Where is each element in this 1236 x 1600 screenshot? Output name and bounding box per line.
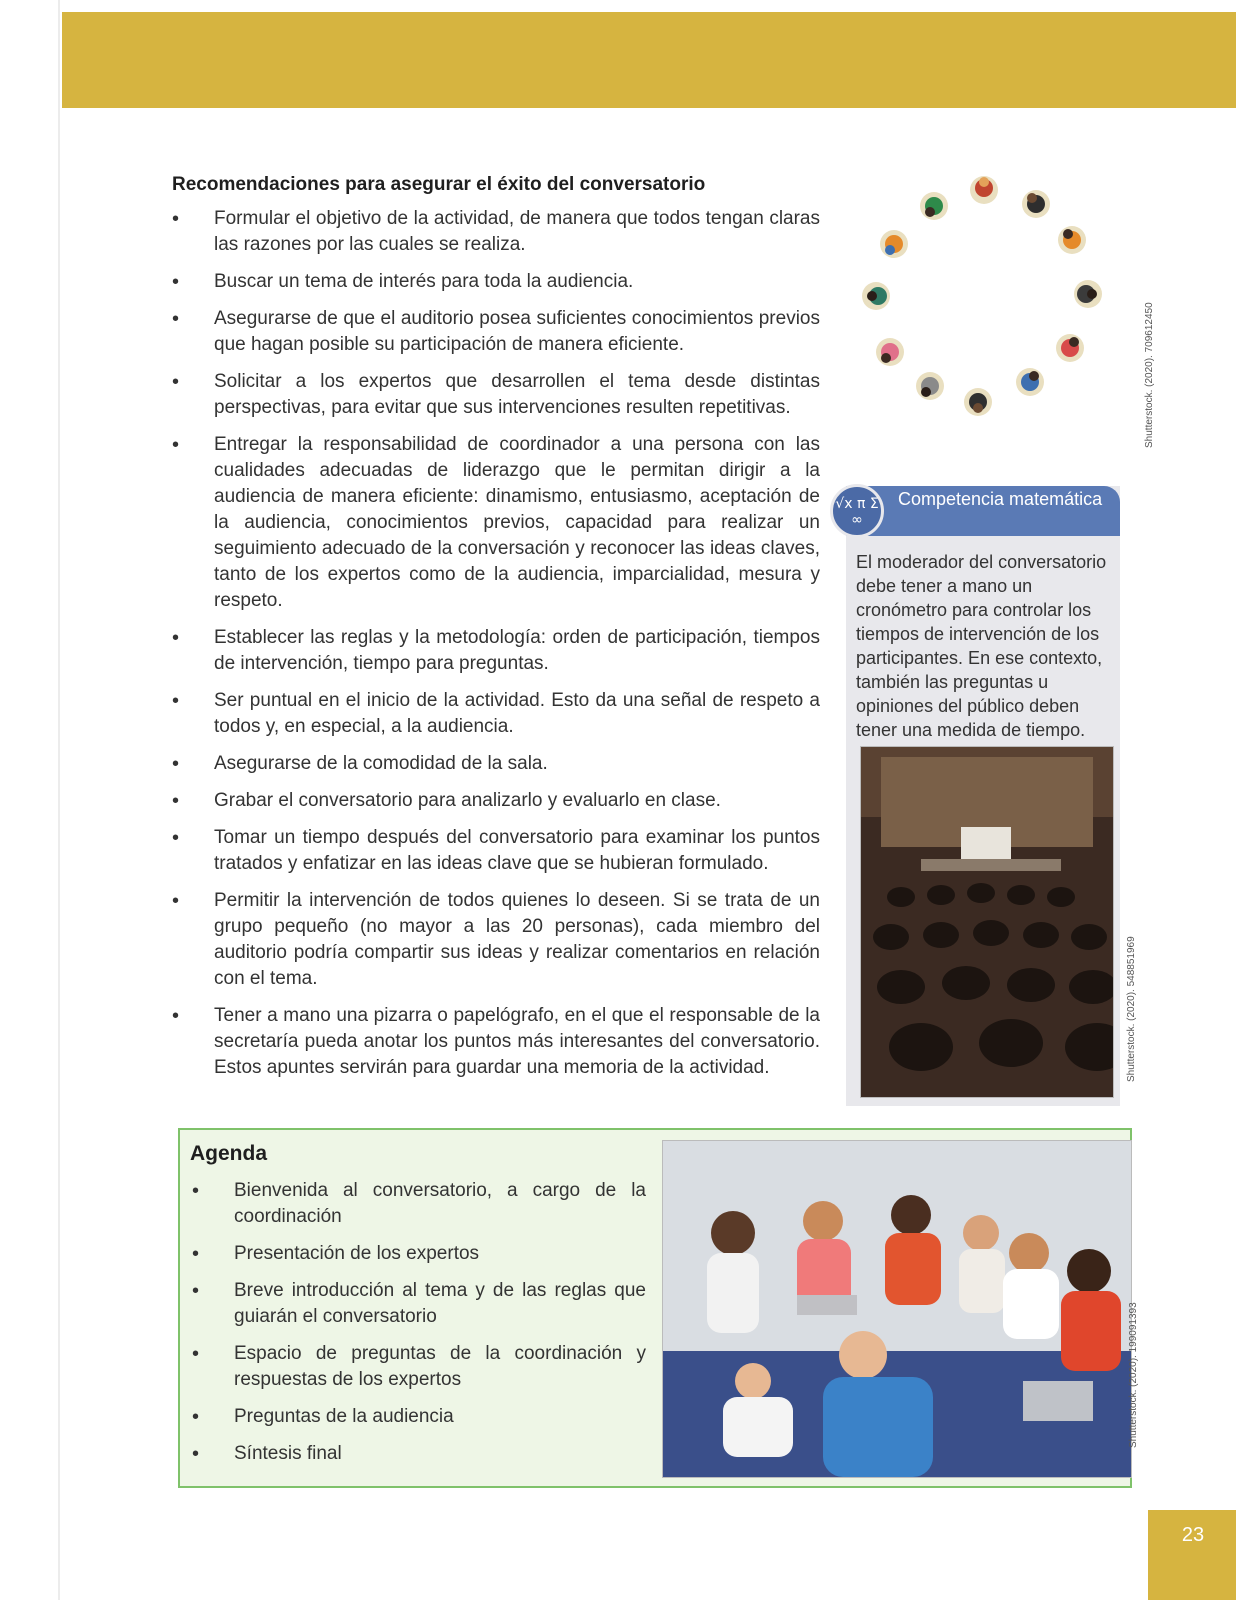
- list-item: • Asegurarse de que el auditorio posea suficientes conocimientos previos que hagan posible su participación de manera eficiente.: [172, 308, 820, 355]
- seated-person-5: [1056, 334, 1084, 362]
- list-item: • Espacio de preguntas de la coordinación y respuestas de los expertos: [192, 1343, 646, 1390]
- seated-person-8: [916, 372, 944, 400]
- list-item: • Tomar un tiempo después del conversatorio para examinar los puntos tratados y enfatizar en las ideas clave que se hubieran formulado.: [172, 827, 820, 874]
- seated-person-2: [1022, 190, 1050, 218]
- list-item: • Entregar la responsabilidad de coordinador a una persona con las cualidades adecuadas de liderazgo que le permitan dirigir a la audiencia de manera eficiente: dinamismo, entusiasmo, aceptación de la audiencia, conocimientos previos, capacidad para realizar un seguimiento adecuado de la conversación y reconocer las ideas claves, tanto de los expertos como de la audiencia, imparcialidad, mesura y respeto.: [172, 434, 820, 611]
- list-item: • Tener a mano una pizarra o papelógrafo, en el que el responsable de la secretaría pueda anotar los puntos más interesantes del conversatorio. Estos apuntes servirán para guardar una memoria de la actividad.: [172, 1005, 820, 1078]
- recommendations-list: [170, 206, 820, 1092]
- list-item: • Preguntas de la audiencia: [192, 1406, 454, 1428]
- people-circle-illustration: [856, 168, 1112, 430]
- student-group-photo: [662, 1140, 1132, 1478]
- list-item: • Solicitar a los expertos que desarrollen el tema desde distintas perspectivas, para evitar que sus intervenciones resulten repetitivas.: [172, 371, 820, 418]
- seated-person-3: [1058, 226, 1086, 254]
- seated-person-12: [920, 192, 948, 220]
- seated-person-1: [970, 176, 998, 204]
- seated-person-10: [862, 282, 890, 310]
- list-item: • Establecer las reglas y la metodología: orden de participación, tiempos de intervención, tiempo para preguntas.: [172, 627, 820, 674]
- recommendations-title: Recomendaciones para asegurar el éxito del conversatorio: [172, 174, 706, 195]
- math-symbols-icon: √x π Σ ∞: [830, 484, 884, 538]
- seated-person-11: [880, 230, 908, 258]
- list-item: • Breve introducción al tema y de las reglas que guiarán el conversatorio: [192, 1280, 646, 1327]
- competencia-text: El moderador del conversatorio debe tener a mano un cronómetro para controlar los tiempos de intervención de los participantes. En ese contexto, también las preguntas u opiniones del público deben tener una medida de tiempo.: [856, 552, 1107, 740]
- agenda-title: Agenda: [190, 1142, 268, 1165]
- list-item: • Asegurarse de la comodidad de la sala.: [172, 753, 548, 775]
- page-number: 23: [1181, 1524, 1205, 1546]
- auditorium-photo: [860, 746, 1114, 1098]
- header-color-band: [62, 12, 1236, 108]
- photo-credit-group: Shutterstock. (2020). 199091393: [1128, 1302, 1139, 1448]
- list-item: • Grabar el conversatorio para analizarlo y evaluarlo en clase.: [172, 790, 721, 812]
- list-item: • Ser puntual en el inicio de la actividad. Esto da una señal de respeto a todos y, en especial, a la audiencia.: [172, 690, 820, 737]
- list-item: • Presentación de los expertos: [192, 1243, 480, 1265]
- agenda-list: [190, 1178, 646, 1478]
- page-binding-edge: [58, 0, 60, 1600]
- seated-person-9: [876, 338, 904, 366]
- list-item: • Permitir la intervención de todos quienes lo deseen. Si se trata de un grupo pequeño (no mayor a las 20 personas), cada miembro del auditorio podría compartir sus ideas y realizar comentarios en relación con el tema.: [172, 890, 820, 989]
- list-item: • Síntesis final: [192, 1443, 342, 1465]
- list-item: • Buscar un tema de interés para toda la audiencia.: [172, 271, 634, 293]
- seated-person-4: [1074, 280, 1102, 308]
- seated-person-6: [1016, 368, 1044, 396]
- competencia-title: Competencia matemática: [898, 489, 1103, 509]
- list-item: • Formular el objetivo de la actividad, de manera que todos tengan claras las razones por las cuales se realiza.: [172, 208, 820, 255]
- list-item: • Bienvenida al conversatorio, a cargo de la coordinación: [192, 1180, 646, 1227]
- photo-credit-circle: Shutterstock. (2020). 709612450: [1144, 302, 1155, 448]
- photo-credit-auditorium: Shutterstock. (2020). 548851969: [1126, 936, 1137, 1082]
- seated-person-7: [964, 388, 992, 416]
